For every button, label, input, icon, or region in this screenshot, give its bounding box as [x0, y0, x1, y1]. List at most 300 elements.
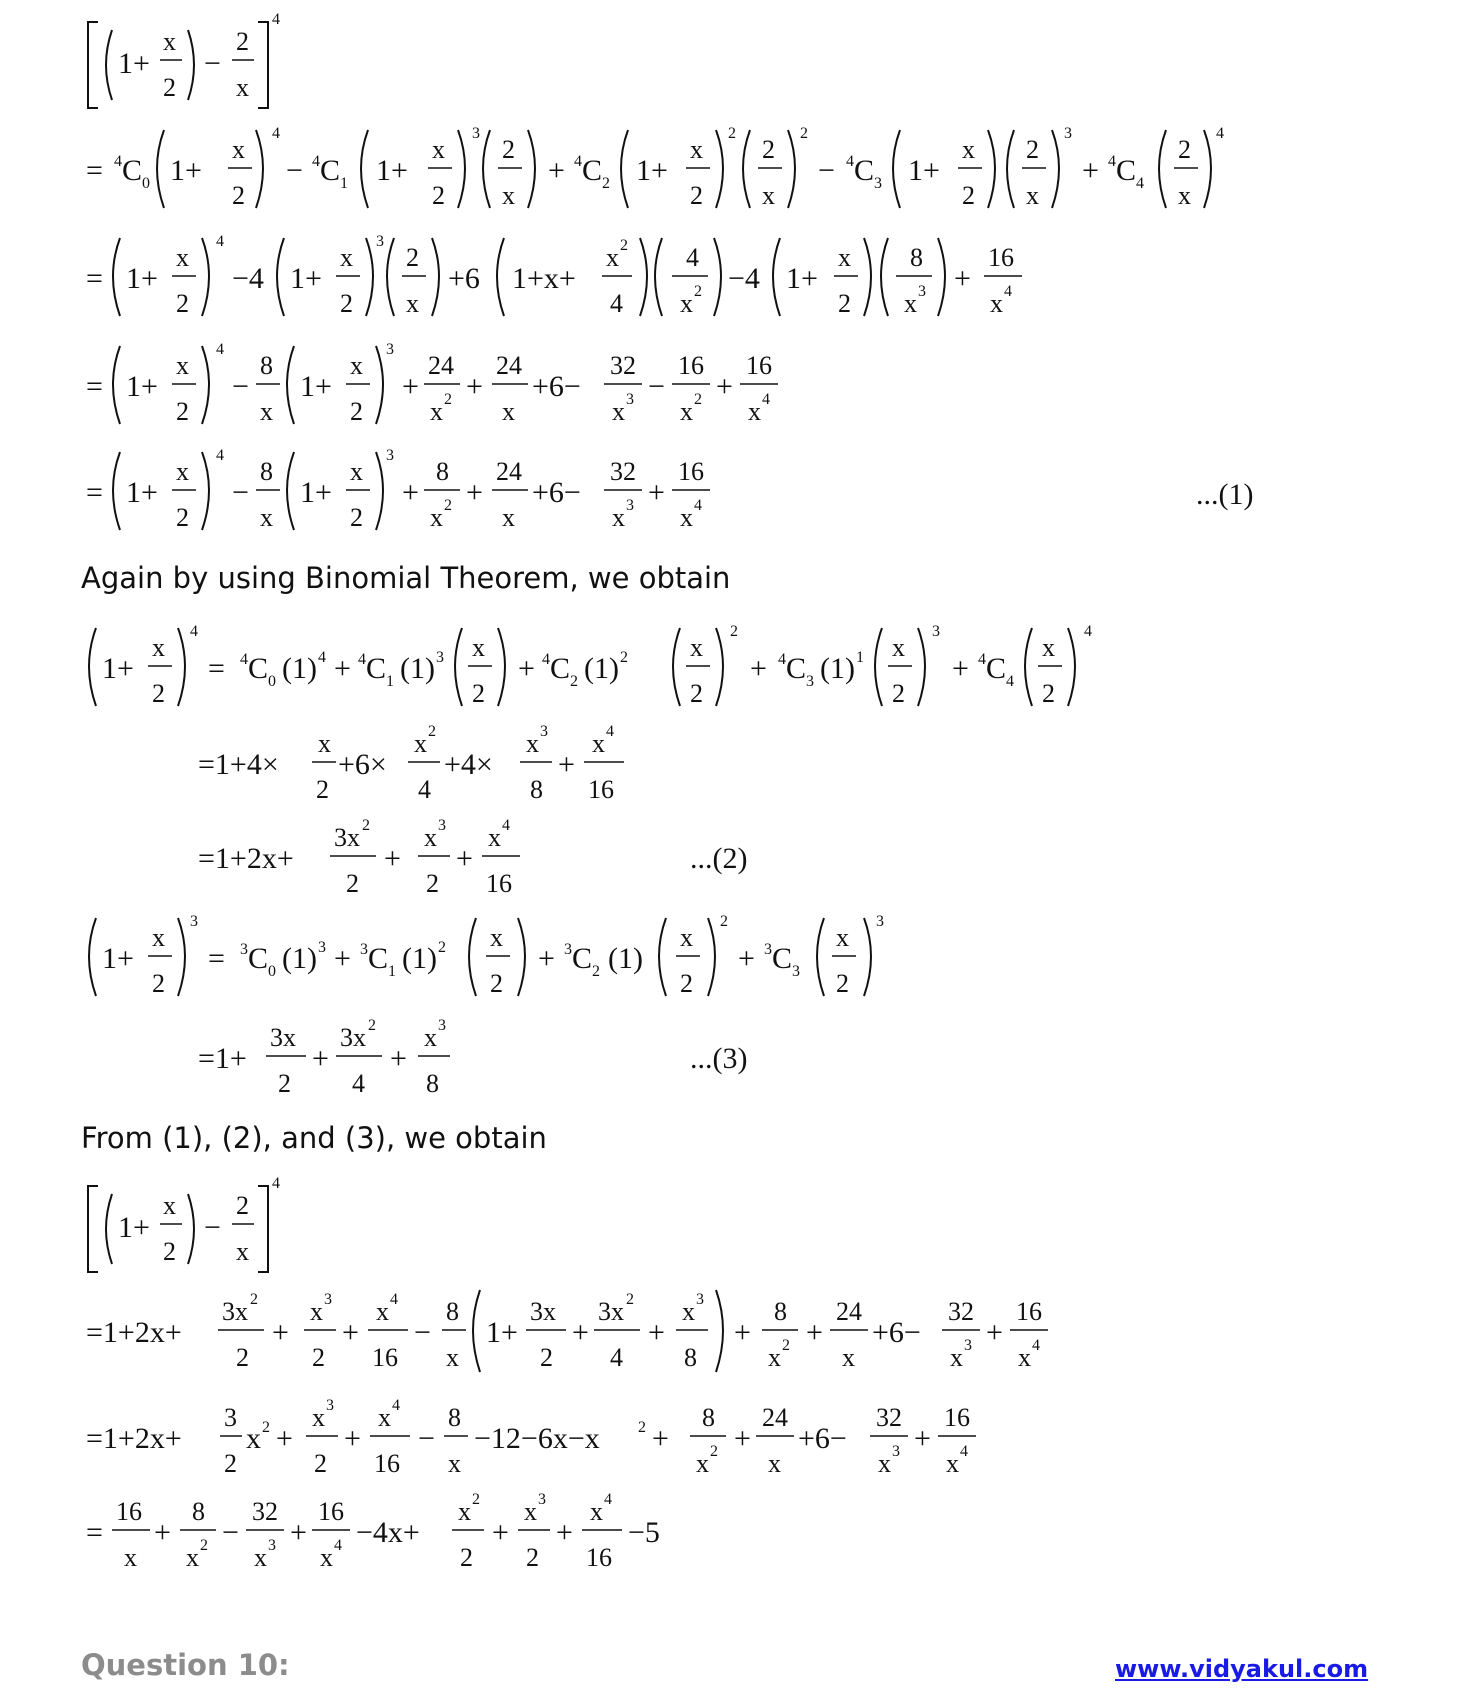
svg-text:−: −	[222, 1516, 239, 1549]
svg-text:x: x	[236, 1237, 249, 1266]
svg-text:x: x	[680, 923, 693, 952]
svg-text:1+: 1+	[102, 652, 134, 685]
svg-text:2: 2	[710, 1443, 718, 1460]
svg-text:2: 2	[428, 723, 436, 740]
final-line-1	[86, 1290, 1048, 1372]
svg-text:2: 2	[620, 237, 628, 254]
svg-text:3: 3	[472, 125, 480, 142]
svg-text:=1+2x+: =1+2x+	[86, 1316, 182, 1349]
svg-text:x: x	[260, 397, 273, 426]
svg-text:=1+2x+: =1+2x+	[86, 1422, 182, 1455]
svg-text:2: 2	[438, 939, 446, 956]
svg-text:+6−: +6−	[532, 370, 581, 403]
svg-text:4: 4	[604, 1491, 612, 1508]
svg-text:3: 3	[764, 941, 772, 958]
svg-text:x: x	[1026, 181, 1039, 210]
svg-text:3: 3	[964, 1337, 972, 1354]
svg-text:32: 32	[948, 1297, 974, 1326]
svg-text:2: 2	[502, 135, 515, 164]
svg-text:4: 4	[272, 125, 280, 142]
svg-text:x: x	[176, 351, 189, 380]
svg-text:4: 4	[312, 153, 320, 170]
svg-text:−4: −4	[232, 262, 264, 295]
svg-text:16: 16	[374, 1449, 400, 1478]
svg-text:0: 0	[268, 963, 276, 980]
svg-text:4: 4	[114, 153, 122, 170]
svg-text:2: 2	[762, 135, 775, 164]
svg-text:+6×: +6×	[338, 748, 387, 781]
svg-text:2: 2	[250, 1291, 258, 1308]
svg-text:x: x	[236, 73, 249, 102]
svg-text:4: 4	[778, 651, 786, 668]
svg-text:2: 2	[163, 73, 176, 102]
website-link[interactable]: www.vidyakul.com	[1115, 1655, 1369, 1683]
svg-text:2: 2	[236, 1191, 249, 1220]
svg-text:16: 16	[486, 869, 512, 898]
svg-text:x: x	[502, 397, 515, 426]
svg-text:x: x	[950, 1343, 963, 1372]
svg-text:4: 4	[352, 1069, 365, 1098]
equation-tag-3: ...(3)	[690, 1042, 748, 1075]
svg-text:−: −	[648, 370, 665, 403]
svg-text:16: 16	[586, 1543, 612, 1572]
svg-text:2: 2	[314, 1449, 327, 1478]
expansion-line-2	[86, 233, 1022, 318]
svg-text:+: +	[572, 1316, 589, 1349]
svg-text:x: x	[892, 633, 905, 662]
svg-text:=: =	[86, 1516, 103, 1549]
svg-text:+: +	[466, 370, 483, 403]
svg-text:1+x+: 1+x+	[512, 262, 576, 295]
svg-text:x: x	[350, 351, 363, 380]
svg-text:+: +	[154, 1516, 171, 1549]
svg-text:x: x	[962, 135, 975, 164]
svg-text:3: 3	[626, 497, 634, 514]
svg-text:+6−: +6−	[872, 1316, 921, 1349]
svg-text:2: 2	[962, 181, 975, 210]
svg-text:+: +	[402, 476, 419, 509]
svg-text:=1+2x+: =1+2x+	[198, 842, 294, 875]
svg-text:+6−: +6−	[532, 476, 581, 509]
svg-text:1+: 1+	[126, 476, 158, 509]
svg-text:2: 2	[350, 503, 363, 532]
svg-text:4: 4	[1004, 283, 1012, 300]
svg-text:x: x	[312, 1403, 325, 1432]
svg-text:+: +	[518, 652, 535, 685]
svg-text:+: +	[466, 476, 483, 509]
svg-text:0: 0	[142, 175, 150, 192]
svg-text:=: =	[86, 370, 103, 403]
svg-text:4: 4	[418, 775, 431, 804]
svg-text:+: +	[648, 476, 665, 509]
svg-text:16: 16	[372, 1343, 398, 1372]
svg-text:3: 3	[806, 673, 814, 690]
svg-text:3: 3	[792, 963, 800, 980]
svg-text:32: 32	[876, 1403, 902, 1432]
svg-text:24: 24	[496, 457, 522, 486]
svg-text:4: 4	[272, 11, 280, 28]
svg-text:2: 2	[472, 1491, 480, 1508]
svg-text:+: +	[734, 1316, 751, 1349]
svg-text:2: 2	[236, 1343, 249, 1372]
svg-text:+6: +6	[448, 262, 480, 295]
svg-text:24: 24	[428, 351, 454, 380]
svg-text:x: x	[690, 633, 703, 662]
svg-text:x: x	[612, 503, 625, 532]
svg-text:x: x	[320, 1543, 333, 1572]
final-line-3	[86, 1491, 660, 1572]
svg-text:=: =	[208, 942, 225, 975]
svg-text:8: 8	[192, 1497, 205, 1526]
svg-text:1: 1	[388, 963, 396, 980]
svg-text:1: 1	[340, 175, 348, 192]
svg-text:+: +	[750, 652, 767, 685]
svg-text:2: 2	[690, 679, 703, 708]
svg-text:(1): (1)	[608, 942, 643, 975]
svg-text:2: 2	[368, 1017, 376, 1034]
svg-text:4: 4	[334, 1537, 342, 1554]
svg-text:4: 4	[272, 1175, 280, 1192]
svg-text:x: x	[340, 243, 353, 272]
expansion-line-1	[86, 125, 1224, 210]
svg-text:(1): (1)	[282, 942, 317, 975]
svg-text:x: x	[260, 503, 273, 532]
svg-text:1+: 1+	[102, 942, 134, 975]
svg-text:1+: 1+	[118, 47, 150, 80]
svg-text:3: 3	[626, 391, 634, 408]
svg-text:2: 2	[176, 289, 189, 318]
svg-text:1+: 1+	[786, 262, 818, 295]
svg-text:4: 4	[1006, 673, 1014, 690]
svg-text:16: 16	[746, 351, 772, 380]
svg-text:8: 8	[436, 457, 449, 486]
svg-text:3x: 3x	[340, 1023, 366, 1052]
svg-text:+: +	[548, 154, 565, 187]
svg-text:2: 2	[526, 1543, 539, 1572]
svg-text:x: x	[446, 1343, 459, 1372]
svg-text:2: 2	[602, 175, 610, 192]
svg-text:3: 3	[318, 939, 326, 956]
svg-text:16: 16	[988, 243, 1014, 272]
svg-text:1+: 1+	[170, 154, 202, 187]
svg-text:2: 2	[346, 869, 359, 898]
svg-text:x: x	[376, 1297, 389, 1326]
svg-text:C: C	[122, 154, 143, 187]
svg-text:−: −	[418, 1422, 435, 1455]
svg-text:4: 4	[694, 497, 702, 514]
svg-text:+: +	[538, 942, 555, 975]
svg-text:4: 4	[240, 651, 248, 668]
svg-text:+: +	[556, 1516, 573, 1549]
svg-text:3x: 3x	[598, 1297, 624, 1326]
svg-text:C: C	[572, 942, 593, 975]
svg-text:3: 3	[268, 1537, 276, 1554]
svg-text:=1+: =1+	[198, 1042, 247, 1075]
svg-text:=: =	[86, 262, 103, 295]
svg-text:+: +	[334, 942, 351, 975]
svg-text:2: 2	[200, 1537, 208, 1554]
svg-text:=1+4×: =1+4×	[198, 748, 279, 781]
svg-text:2: 2	[1042, 679, 1055, 708]
expression-header-2	[88, 1175, 280, 1272]
svg-text:+: +	[738, 942, 755, 975]
svg-text:1+: 1+	[126, 262, 158, 295]
svg-text:C: C	[786, 652, 807, 685]
svg-text:x: x	[163, 27, 176, 56]
svg-text:3: 3	[538, 1491, 546, 1508]
svg-text:3: 3	[438, 1017, 446, 1034]
svg-text:3x: 3x	[334, 823, 360, 852]
svg-text:+: +	[806, 1316, 823, 1349]
svg-text:−4x+: −4x+	[356, 1516, 420, 1549]
svg-text:3: 3	[438, 817, 446, 834]
svg-text:+: +	[344, 1422, 361, 1455]
svg-text:2: 2	[620, 649, 628, 666]
svg-text:2: 2	[350, 397, 363, 426]
svg-text:8: 8	[448, 1403, 461, 1432]
svg-text:3: 3	[386, 447, 394, 464]
svg-text:x: x	[318, 729, 331, 758]
svg-text:3: 3	[376, 233, 384, 250]
svg-text:+: +	[390, 1042, 407, 1075]
svg-text:3: 3	[386, 341, 394, 358]
svg-text:x: x	[1018, 1343, 1031, 1372]
svg-text:−: −	[232, 370, 249, 403]
svg-text:2: 2	[592, 963, 600, 980]
svg-text:8: 8	[260, 457, 273, 486]
svg-text:3: 3	[876, 913, 884, 930]
svg-text:4: 4	[574, 153, 582, 170]
svg-text:3: 3	[892, 1443, 900, 1460]
svg-text:+: +	[952, 652, 969, 685]
svg-text:x: x	[424, 823, 437, 852]
svg-text:x: x	[842, 1343, 855, 1372]
svg-text:3x: 3x	[530, 1297, 556, 1326]
svg-text:1+: 1+	[126, 370, 158, 403]
svg-text:x: x	[682, 1297, 695, 1326]
svg-text:4: 4	[846, 153, 854, 170]
svg-text:2: 2	[720, 913, 728, 930]
svg-text:+: +	[986, 1316, 1003, 1349]
svg-text:(1): (1)	[402, 942, 437, 975]
svg-text:x: x	[524, 1497, 537, 1526]
svg-text:2: 2	[224, 1449, 237, 1478]
svg-text:4: 4	[190, 623, 198, 640]
next-question-heading: Question 10:	[81, 1648, 290, 1682]
svg-text:x: x	[152, 633, 165, 662]
svg-text:x: x	[186, 1543, 199, 1572]
paragraph-from-equations: From (1), (2), and (3), we obtain	[81, 1121, 547, 1155]
svg-text:2: 2	[176, 397, 189, 426]
svg-text:4: 4	[216, 447, 224, 464]
svg-text:x: x	[124, 1543, 137, 1572]
svg-text:C: C	[248, 942, 269, 975]
svg-text:3: 3	[564, 941, 572, 958]
svg-text:16: 16	[1016, 1297, 1042, 1326]
equation-tag-1: ...(1)	[1196, 478, 1254, 511]
svg-text:+: +	[384, 842, 401, 875]
svg-text:2: 2	[444, 497, 452, 514]
svg-text:4: 4	[502, 817, 510, 834]
svg-text:3x: 3x	[222, 1297, 248, 1326]
final-line-2	[86, 1397, 976, 1478]
svg-text:2: 2	[838, 289, 851, 318]
svg-text:1+: 1+	[118, 1211, 150, 1244]
svg-text:4: 4	[318, 649, 326, 666]
svg-text:2: 2	[278, 1069, 291, 1098]
svg-text:x: x	[448, 1449, 461, 1478]
svg-text:(1): (1)	[400, 652, 435, 685]
svg-text:3: 3	[696, 1291, 704, 1308]
svg-text:−: −	[204, 1211, 221, 1244]
svg-text:x: x	[768, 1449, 781, 1478]
svg-text:3: 3	[436, 649, 444, 666]
svg-text:x: x	[424, 1023, 437, 1052]
svg-text:2: 2	[690, 181, 703, 210]
svg-text:−4: −4	[728, 262, 760, 295]
svg-text:+: +	[492, 1516, 509, 1549]
svg-text:2: 2	[152, 969, 165, 998]
svg-text:x: x	[836, 923, 849, 952]
svg-text:16: 16	[678, 457, 704, 486]
svg-text:2: 2	[694, 391, 702, 408]
svg-text:2: 2	[432, 181, 445, 210]
svg-text:+: +	[914, 1422, 931, 1455]
svg-text:x: x	[680, 289, 693, 318]
svg-text:8: 8	[774, 1297, 787, 1326]
svg-text:2: 2	[490, 969, 503, 998]
svg-text:x: x	[458, 1497, 471, 1526]
svg-text:8: 8	[910, 243, 923, 272]
svg-text:32: 32	[610, 457, 636, 486]
svg-text:1: 1	[856, 649, 864, 666]
svg-text:3: 3	[224, 1403, 237, 1432]
svg-text:+: +	[652, 1422, 669, 1455]
svg-text:1+: 1+	[290, 262, 322, 295]
svg-text:4: 4	[1136, 175, 1144, 192]
svg-text:2: 2	[406, 243, 419, 272]
svg-text:3: 3	[190, 913, 198, 930]
svg-text:C: C	[248, 652, 269, 685]
svg-text:0: 0	[268, 673, 276, 690]
svg-text:x: x	[310, 1297, 323, 1326]
svg-text:16: 16	[588, 775, 614, 804]
svg-text:8: 8	[260, 351, 273, 380]
svg-text:3: 3	[540, 723, 548, 740]
svg-text:x: x	[472, 633, 485, 662]
svg-text:x: x	[488, 823, 501, 852]
svg-text:+: +	[272, 1316, 289, 1349]
svg-text:−: −	[414, 1316, 431, 1349]
svg-text:(1): (1)	[584, 652, 619, 685]
svg-text:2: 2	[460, 1543, 473, 1572]
svg-text:2: 2	[836, 969, 849, 998]
svg-text:x: x	[696, 1449, 709, 1478]
svg-text:x: x	[680, 397, 693, 426]
svg-text:1+: 1+	[300, 370, 332, 403]
svg-text:+: +	[342, 1316, 359, 1349]
svg-text:+: +	[954, 262, 971, 295]
svg-text:x: x	[502, 503, 515, 532]
svg-text:32: 32	[610, 351, 636, 380]
svg-text:x: x	[762, 181, 775, 210]
svg-text:2: 2	[426, 869, 439, 898]
svg-text:2: 2	[152, 679, 165, 708]
svg-text:4: 4	[1108, 153, 1116, 170]
svg-text:+: +	[334, 652, 351, 685]
svg-text:−: −	[232, 476, 249, 509]
svg-text:x: x	[1178, 181, 1191, 210]
svg-text:=: =	[86, 476, 103, 509]
svg-text:x: x	[878, 1449, 891, 1478]
svg-text:(1): (1)	[282, 652, 317, 685]
svg-text:+: +	[276, 1422, 293, 1455]
svg-text:+6−: +6−	[798, 1422, 847, 1455]
svg-text:2: 2	[444, 391, 452, 408]
svg-text:−: −	[286, 154, 303, 187]
svg-text:2: 2	[312, 1343, 325, 1372]
svg-text:+: +	[558, 748, 575, 781]
svg-text:(1): (1)	[820, 652, 855, 685]
svg-text:4: 4	[216, 341, 224, 358]
svg-text:3: 3	[240, 941, 248, 958]
svg-text:4: 4	[216, 233, 224, 250]
expansion-line-3	[86, 341, 778, 426]
svg-text:x: x	[430, 503, 443, 532]
svg-text:2: 2	[362, 817, 370, 834]
svg-text:4: 4	[762, 391, 770, 408]
svg-text:3: 3	[1064, 125, 1072, 142]
svg-text:x: x	[612, 397, 625, 426]
equation-tag-2: ...(2)	[690, 842, 748, 875]
svg-text:+4×: +4×	[444, 748, 493, 781]
svg-text:24: 24	[836, 1297, 862, 1326]
svg-text:+: +	[648, 1316, 665, 1349]
svg-text:1+: 1+	[376, 154, 408, 187]
svg-text:=: =	[208, 652, 225, 685]
svg-text:+: +	[290, 1516, 307, 1549]
svg-text:2: 2	[680, 969, 693, 998]
svg-text:2: 2	[728, 125, 736, 142]
svg-text:+: +	[734, 1422, 751, 1455]
svg-text:8: 8	[530, 775, 543, 804]
svg-text:2: 2	[782, 1337, 790, 1354]
svg-text:2: 2	[316, 775, 329, 804]
svg-text:4: 4	[978, 651, 986, 668]
svg-text:1: 1	[386, 673, 394, 690]
svg-text:C: C	[320, 154, 341, 187]
svg-text:x: x	[690, 135, 703, 164]
svg-text:2: 2	[626, 1291, 634, 1308]
svg-text:3: 3	[918, 283, 926, 300]
svg-text:4: 4	[610, 1343, 623, 1372]
svg-text:4: 4	[686, 243, 699, 272]
expression-header-1	[88, 11, 280, 108]
svg-text:x: x	[946, 1449, 959, 1478]
svg-text:4: 4	[542, 651, 550, 668]
svg-text:2: 2	[694, 283, 702, 300]
svg-text:x: x	[1042, 633, 1055, 662]
svg-text:4: 4	[1084, 623, 1092, 640]
svg-text:4: 4	[610, 289, 623, 318]
svg-text:1+: 1+	[300, 476, 332, 509]
svg-text:+: +	[1082, 154, 1099, 187]
svg-text:x: x	[502, 181, 515, 210]
svg-text:24: 24	[496, 351, 522, 380]
svg-text:x: x	[176, 243, 189, 272]
svg-text:2: 2	[540, 1343, 553, 1372]
svg-text:−12−6x−x: −12−6x−x	[474, 1422, 600, 1455]
